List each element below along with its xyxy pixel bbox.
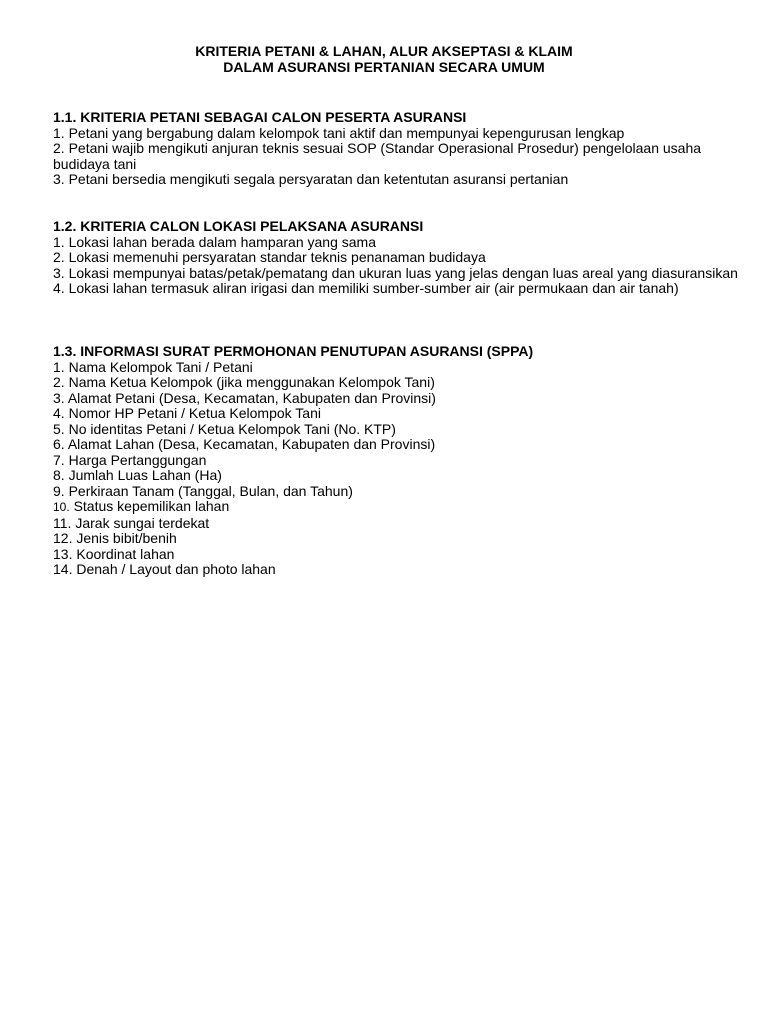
list-item-number: 2. (53, 140, 65, 156)
section-kriteria-lokasi (53, 219, 743, 297)
list-item (53, 172, 743, 188)
list-item-number: 4. (53, 405, 65, 421)
list-item-text: Alamat Lahan (Desa, Kecamatan, Kabupaten dan Provinsi) (67, 436, 436, 452)
list-item-text: Petani yang bergabung dalam kelompok tani aktif dan mempunyai kepengurusan lengkap (68, 124, 625, 141)
document-title (0, 43, 768, 75)
section-heading: 1.2. KRITERIA CALON LOKASI PELAKSANA ASURANSI (53, 218, 424, 234)
list-item-text: Jarak sungai terdekat (75, 514, 210, 531)
list-item (53, 391, 743, 407)
list-item (53, 562, 743, 578)
section-heading: 1.3. INFORMASI SURAT PERMOHONAN PENUTUPAN ASURANSI (SPPA) (53, 343, 534, 359)
list-item (53, 406, 743, 422)
section-informasi-sppa (53, 344, 743, 578)
list-item-text: Nama Kelompok Tani / Petani (68, 358, 253, 375)
list-item-number: 7. (53, 451, 65, 468)
list-item-number: 1. (53, 358, 65, 375)
list-item-text: Status kepemilikan lahan (73, 498, 230, 514)
list-item-number: 3. (53, 389, 65, 406)
list-item (53, 360, 743, 376)
list-item-text: Lokasi lahan berada dalam hamparan yang sama (68, 233, 376, 250)
list-item (53, 422, 743, 438)
document-title-line-2: DALAM ASURANSI PERTANIAN SECARA UMUM (223, 59, 545, 75)
list-item-text: Lokasi memenuhi persyaratan standar teknis penanaman budidaya (68, 249, 486, 265)
list-item-number: 13. (53, 545, 73, 562)
list-item-text: Koordinat lahan (76, 545, 175, 562)
list-item-number: 8. (53, 467, 65, 483)
list-item (53, 468, 743, 484)
list-item-text: Nomor HP Petani / Ketua Kelompok Tani (68, 405, 321, 421)
criteria-list (53, 235, 743, 297)
list-item (53, 281, 743, 297)
list-item (53, 266, 743, 282)
list-item (53, 499, 743, 516)
list-item-text: Harga Pertanggungan (68, 451, 207, 468)
sppa-info-list (53, 360, 743, 578)
list-item-number: 3. (53, 171, 65, 187)
criteria-list (53, 126, 743, 188)
list-item-text: No identitas Petani / Ketua Kelompok Tani (No. KTP) (68, 420, 396, 437)
document-title-line-1: KRITERIA PETANI & LAHAN, ALUR AKSEPTASI & KLAIM (195, 43, 573, 59)
list-item-text: Nama Ketua Kelompok (jika menggunakan Kelompok Tani) (68, 374, 435, 390)
list-item (53, 547, 743, 563)
list-item-number: 2. (53, 374, 65, 390)
list-item (53, 437, 743, 453)
list-item (53, 484, 743, 500)
list-item-number: 1. (53, 233, 65, 250)
list-item-number: 14. (53, 561, 73, 577)
list-item (53, 531, 743, 547)
list-item-number: 2. (53, 249, 65, 265)
list-item-text: Perkiraan Tanam (Tanggal, Bulan, dan Tahun) (68, 482, 353, 499)
list-item (53, 235, 743, 251)
list-item (53, 375, 743, 391)
section-heading: 1.1. KRITERIA PETANI SEBAGAI CALON PESERTA ASURANSI (53, 109, 467, 125)
list-item-number: 12. (53, 530, 73, 546)
list-item-number: 1. (53, 124, 65, 141)
list-item-number: 4. (53, 280, 65, 296)
list-item-text: Alamat Petani (Desa, Kecamatan, Kabupaten dan Provinsi) (67, 389, 436, 406)
list-item-text: Jenis bibit/benih (76, 530, 177, 546)
list-item-number: 6. (53, 436, 65, 452)
list-item-text: Petani bersedia mengikuti segala persyaratan dan ketentutan asuransi pertanian (68, 171, 569, 187)
list-item (53, 453, 743, 469)
list-item-number: 5. (53, 420, 65, 437)
list-item-text: Lokasi lahan termasuk aliran irigasi dan memiliki sumber-sumber air (air permukaan dan air tanah) (68, 280, 679, 296)
section-kriteria-petani (53, 110, 743, 188)
list-item-number: 3. (53, 264, 65, 281)
list-item (53, 250, 743, 266)
list-item-text: Lokasi mempunyai batas/petak/pematang dan ukuran luas yang jelas dengan luas areal yang diasuransikan (68, 264, 738, 281)
list-item-number: 11. (53, 514, 72, 531)
list-item-number: 9. (53, 482, 65, 499)
list-item-text: Jumlah Luas Lahan (Ha) (68, 467, 222, 483)
list-item-number: 10. (53, 500, 70, 514)
list-item (53, 126, 743, 142)
list-item (53, 141, 743, 172)
list-item-text: Denah / Layout dan photo lahan (76, 561, 276, 577)
list-item (53, 516, 743, 532)
list-item-text: Petani wajib mengikuti anjuran teknis sesuai SOP (Standar Operasional Prosedur) pengelolaan usaha budidaya tani (53, 140, 702, 172)
